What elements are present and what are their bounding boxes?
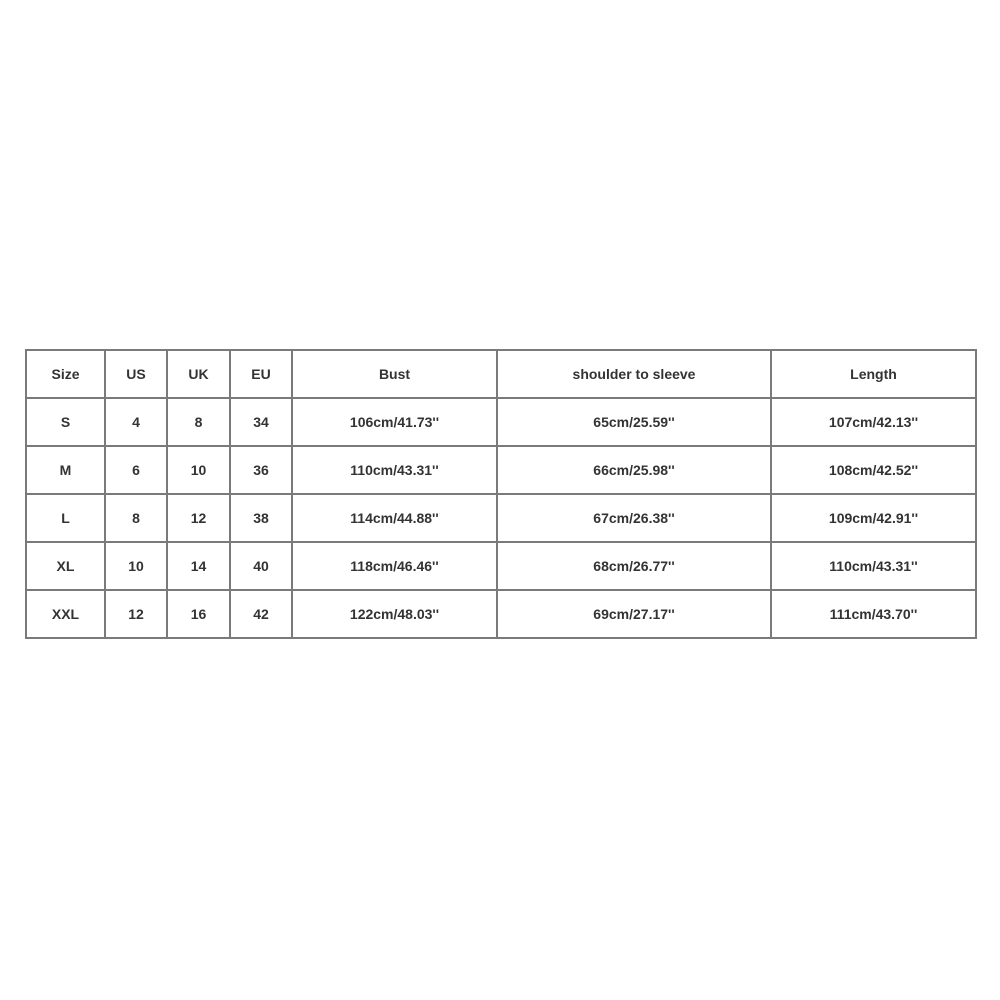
table-row [26,542,976,590]
cell-shoulder-to-sleeve: 65cm/25.59'' [497,398,771,446]
header-uk: UK [167,350,230,398]
cell-size: S [26,398,105,446]
cell-shoulder-to-sleeve: 69cm/27.17'' [497,590,771,638]
cell-shoulder-to-sleeve: 66cm/25.98'' [497,446,771,494]
cell-us: 12 [105,590,167,638]
table-row [26,494,976,542]
header-size: Size [26,350,105,398]
table-row [26,446,976,494]
cell-us: 4 [105,398,167,446]
cell-length: 111cm/43.70'' [771,590,976,638]
cell-size: XXL [26,590,105,638]
size-chart-table [25,349,977,639]
cell-uk: 12 [167,494,230,542]
table-row [26,590,976,638]
header-us: US [105,350,167,398]
cell-us: 10 [105,542,167,590]
cell-uk: 8 [167,398,230,446]
cell-eu: 42 [230,590,292,638]
cell-length: 108cm/42.52'' [771,446,976,494]
cell-uk: 16 [167,590,230,638]
cell-length: 107cm/42.13'' [771,398,976,446]
cell-length: 109cm/42.91'' [771,494,976,542]
cell-eu: 36 [230,446,292,494]
cell-us: 6 [105,446,167,494]
cell-bust: 118cm/46.46'' [292,542,497,590]
header-shoulder-to-sleeve: shoulder to sleeve [497,350,771,398]
cell-uk: 10 [167,446,230,494]
cell-bust: 106cm/41.73'' [292,398,497,446]
cell-bust: 122cm/48.03'' [292,590,497,638]
cell-bust: 114cm/44.88'' [292,494,497,542]
header-eu: EU [230,350,292,398]
cell-uk: 14 [167,542,230,590]
table-row [26,398,976,446]
cell-shoulder-to-sleeve: 68cm/26.77'' [497,542,771,590]
header-length: Length [771,350,976,398]
cell-shoulder-to-sleeve: 67cm/26.38'' [497,494,771,542]
cell-size: M [26,446,105,494]
cell-eu: 40 [230,542,292,590]
cell-size: XL [26,542,105,590]
cell-us: 8 [105,494,167,542]
cell-eu: 34 [230,398,292,446]
cell-eu: 38 [230,494,292,542]
header-bust: Bust [292,350,497,398]
cell-bust: 110cm/43.31'' [292,446,497,494]
cell-length: 110cm/43.31'' [771,542,976,590]
header-row [26,350,976,398]
cell-size: L [26,494,105,542]
